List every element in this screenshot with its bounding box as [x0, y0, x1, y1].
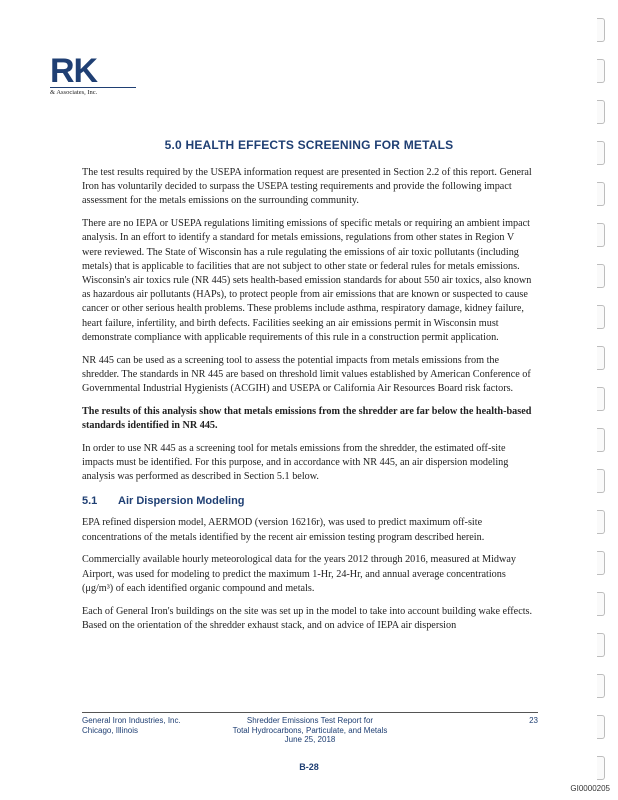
footer-company-location: Chicago, Illinois	[82, 725, 139, 735]
footer-report-line-1: Shredder Emissions Test Report for	[246, 716, 374, 725]
footer-report-title	[200, 716, 420, 745]
footer-report-line-2: Total Hydrocarbons, Particulate, and Metals	[232, 725, 388, 735]
binder-tab-icon	[597, 592, 605, 616]
section-title: 5.0 HEALTH EFFECTS SCREENING FOR METALS	[164, 138, 454, 152]
subsection-title: Air Dispersion Modeling	[118, 495, 245, 508]
binder-tab-icon	[597, 18, 605, 42]
binder-tab-icon	[597, 428, 605, 452]
binder-tab-icon	[597, 59, 605, 83]
binder-tab-icon	[597, 387, 605, 411]
paragraph-nr445-screening: NR 445 can be used as a screening tool to assess the potential impacts from metals emissions from the shredder. The standards in NR 445 are based on threshold limit values established by American Conference of Governmental Industrial Hygienists (ACGIH) and USEPA or California Air Resources Board risk factors.	[82, 354, 531, 395]
subsection-number: 5.1	[82, 495, 98, 508]
footer-divider	[82, 712, 538, 713]
binder-tab-icon	[597, 305, 605, 329]
binder-tab-icon	[597, 346, 605, 370]
paragraph-results-summary: The results of this analysis show that metals emissions from the shredder are far below the health-based standards identified in NR 445.	[82, 405, 532, 432]
logo-letters: RK	[50, 52, 98, 90]
binder-tab-icon	[597, 141, 605, 165]
footer-company-name: General Iron Industries, Inc.	[82, 716, 181, 725]
binder-tab-icon	[597, 469, 605, 493]
document-body	[82, 166, 534, 642]
footer-page-number: 23	[529, 716, 538, 725]
paragraph-aermod: EPA refined dispersion model, AERMOD (version 16216r), was used to predict maximum off-site concentrations of the metals identified by the recent air emission testing program described herein.	[82, 517, 485, 543]
binder-tab-icon	[597, 756, 605, 780]
paragraph-meteorological-data: Commercially available hourly meteorological data for the years 2012 through 2016, measured at Midway Airport, was used for modeling to predict the maximum 1-Hr, 24-Hr, and annual average concentrations (μg/m³) of each identified organic compound and metals.	[82, 554, 516, 594]
subsection-heading	[82, 495, 534, 507]
binder-tab-icon	[597, 182, 605, 206]
company-logo	[50, 52, 140, 96]
footer-report-date: June 25, 2018	[284, 735, 336, 745]
binder-tab-icon	[597, 223, 605, 247]
paragraph-offsite-impacts: In order to use NR 445 as a screening tool for metals emissions from the shredder, the estimated off-site impacts must be identified. For this purpose, and in accordance with NR 445, an air dispersion modeling analysis was performed as described in Section 5.1 below.	[82, 442, 509, 483]
binder-tab-icon	[597, 633, 605, 657]
binder-tab-icon	[597, 100, 605, 124]
paragraph-building-wake: Each of General Iron's buildings on the site was set up in the model to take into account building wake effects. Based on the orientation of the shredder exhaust stack, and on advice of IEPA air dispersion	[82, 605, 533, 631]
bates-number: GI0000205	[570, 784, 610, 793]
paragraph-intro: The test results required by the USEPA information request are presented in Section 2.2 of this report. General Iron has voluntarily decided to surpass the USEPA testing requirements and provide the following impact assessment for the metals emissions on the surrounding community.	[82, 167, 532, 207]
binder-tab-icon	[597, 551, 605, 575]
binder-tab-icon	[597, 264, 605, 288]
paragraph-regulations: There are no IEPA or USEPA regulations limiting emissions of specific metals or requiring an ambient impact analysis. In an effort to identify a standard for metals emissions, regulations from other states in Region V were reviewed. The State of Wisconsin has a rule regulating the emissions of air toxic pollutants (including metals) that is applicable to facilities that are not subject to other state or federal rules for metals emissions. Wisconsin's air toxics rule (NR 445) sets health-based emission standards for about 550 air toxics, also known as hazardous air pollutants (HAPs), to protect people from air emissions that are known or suspected to cause cancer or other serious health problems. These problems include asthma, respiratory damage, kidney failure, heart failure, infertility, and birth defects. Facilities seeking an air emissions permit in Wisconsin must demonstrate compliance with applicable requirements of this rule in a construction permit application.	[82, 218, 532, 343]
binder-tab-icon	[597, 674, 605, 698]
appendix-page-label: B-28	[299, 762, 319, 772]
logo-subtitle: & Associates, Inc.	[50, 87, 136, 96]
binder-tab-icon	[597, 715, 605, 739]
binder-tab-icon	[597, 510, 605, 534]
